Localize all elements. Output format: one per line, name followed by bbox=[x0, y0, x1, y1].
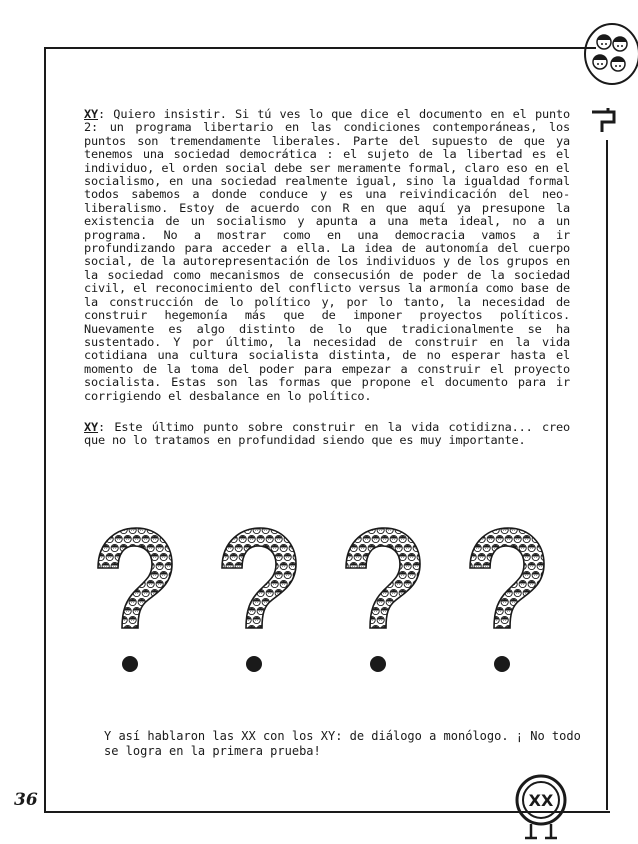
xx-logo-text: XX bbox=[528, 791, 554, 810]
question-mark-dot bbox=[246, 656, 262, 672]
closing-text: Y así hablaron las XX con los XY: de diálogo a monólogo. ¡ No todo se logra en la primera prueba! bbox=[104, 729, 581, 758]
speaker-label: XY bbox=[84, 419, 99, 434]
page-number: 36 bbox=[14, 790, 38, 810]
symbol-glyph-icon bbox=[588, 106, 628, 136]
faces-logo-icon bbox=[578, 20, 638, 90]
speaker-label: XY bbox=[84, 107, 99, 121]
question-mark-dot bbox=[494, 656, 510, 672]
question-mark-dot bbox=[370, 656, 386, 672]
dialogue-text bbox=[84, 108, 570, 466]
page-border-right bbox=[606, 140, 608, 810]
xx-logo-icon bbox=[511, 774, 571, 844]
question-mark-crowd-icon bbox=[212, 524, 300, 684]
paragraph-text: : Este último punto sobre construir en la vida cotidizna... creo que no lo tratamos en profundidad siendo que es muy importante. bbox=[84, 419, 570, 448]
question-mark-illustrations bbox=[88, 524, 548, 684]
question-mark-dot bbox=[122, 656, 138, 672]
question-mark-crowd-icon bbox=[88, 524, 176, 684]
question-mark-crowd-icon bbox=[460, 524, 548, 684]
dialogue-paragraph bbox=[84, 108, 570, 403]
question-mark-crowd-icon bbox=[336, 524, 424, 684]
paragraph-text: : Quiero insistir. Si tú ves lo que dice el documento en el punto 2: un programa libertario en las condiciones contemporáneas, los puntos son tremendamente liberales. Parte del supuesto de que ya tenemos una sociedad democrática : el sujeto de la libertad es el individuo, el orden social debe ser meramente formal, claro eso en el socialismo, en una sociedad realmente igual, sino la igualdad formal todos sabemos a donde conduce y es una reivindicación del neo-liberalismo. Estoy de acuerdo con R en que aquí ya presupone la existencia de un socialismo y apunta a una meta ideal, no a un programa. No a mostrar como en una democracia vamos a ir profundizando para acceder a ella. La idea de autonomía del cuerpo social, de la autorepresentación de los individuos y de los grupos en la sociedad como mecanismos de consecusión de poder de la sociedad civil, el reconocimiento del conflicto versus la armonía como base de la construcción de lo político y, por lo tanto, la necesidad de construir hegemonía más que de imponer proyectos políticos. Nuevamente es algo distinto de lo que tradicionalmente se ha sustentado. Y por último, la necesidad de construir en la vida cotidiana una cultura socialista distinta, de no esperar hasta el momento de la toma del poder para empezar a construir el proyecto socialista. Estas son las formas que propone el documento para ir corrigiendo el desbalance en lo político. bbox=[84, 107, 570, 403]
dialogue-paragraph bbox=[84, 421, 570, 448]
